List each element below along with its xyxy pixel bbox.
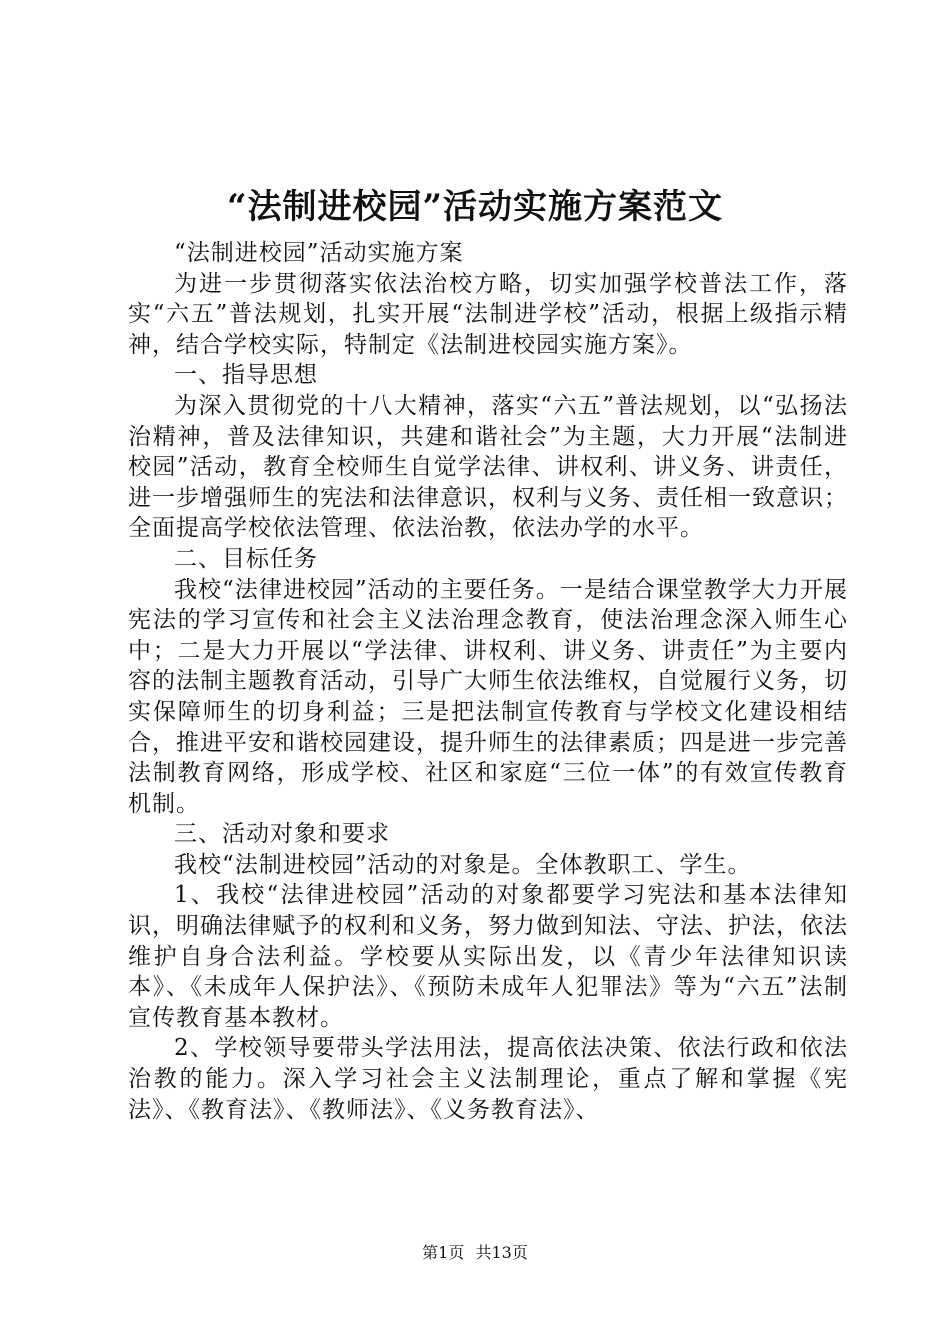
targets-paragraph: 我校“法制进校园”活动的对象是。全体教职工、学生。: [174, 851, 752, 878]
requirement-2-paragraph: 2、学校领导要带头学法用法，提高依法决策、依法行政和依法治教的能力。深入学习社会主义法制理论，重点了解和掌握《宪法》、《教育法》、《教师法》、《义务教育法》、: [128, 1035, 848, 1123]
page-footer: [0, 1242, 950, 1264]
intro-paragraph: 为进一步贯彻落实依法治校方略，切实加强学校普法工作，落实“六五”普法规划，扎实开展“法制进学校”活动，根据上级指示精神，结合学校实际，特制定《法制进校园实施方案》。: [128, 270, 848, 358]
page-number: 第1页: [422, 1243, 465, 1262]
document-body: [128, 238, 848, 1125]
document-title: “法制进校园”活动实施方案范文: [226, 187, 724, 227]
subtitle-paragraph: “法制进校园”活动实施方案: [174, 240, 464, 266]
section-heading-targets: 三、活动对象和要求: [174, 821, 390, 848]
goals-paragraph: 我校“法律进校园”活动的主要任务。一是结合课堂教学大力开展宪法的学习宣传和社会主义法治理念教育，使法治理念深入师生心中；二是大力开展以“学法律、讲权利、讲义务、讲责任”为主要内容的法制主题教育活动，引导广大师生依法维权，自觉履行义务，切实保障师生的切身利益；三是把法制宣传教育与学校文化建设相结合，推进平安和谐校园建设，提升师生的法律素质；四是进一步完善法制教育网络，形成学校、社区和家庭“三位一体”的有效宣传教育机制。: [128, 576, 848, 817]
section-heading-guiding-thought: 一、指导思想: [174, 362, 318, 389]
section-heading-goals: 二、目标任务: [174, 545, 318, 572]
guiding-thought-paragraph: 为深入贯彻党的十八大精神，落实“六五”普法规划，以“弘扬法治精神，普及法律知识，共建和谐社会”为主题，大力开展“法制进校园”活动，教育全校师生自觉学法律、讲权利、讲义务、讲责任，进一步增强师生的宪法和法律意识，权利与义务、责任相一致意识；全面提高学校依法管理、依法治教，依法办学的水平。: [128, 392, 848, 542]
page-total: 共13页: [475, 1243, 528, 1262]
requirement-1-paragraph: 1、我校“法律进校园”活动的对象都要学习宪法和基本法律知识，明确法律赋予的权利和义务，努力做到知法、守法、护法，依法维护自身合法利益。学校要从实际出发，以《青少年法律知识读本》、《未成年人保护法》、《预防未成年人犯罪法》等为“六五”法制宣传教育基本教材。: [128, 882, 848, 1031]
